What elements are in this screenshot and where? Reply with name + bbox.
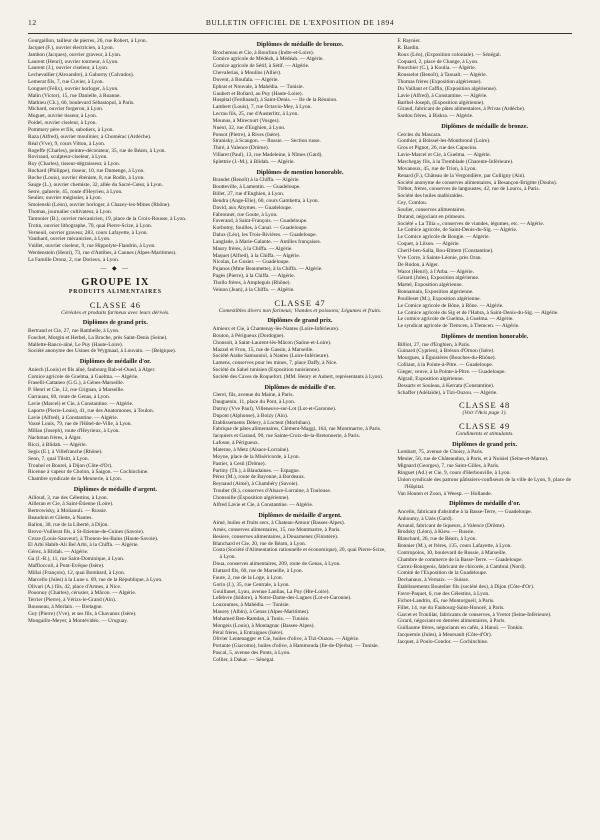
list-item: Bendra (Ange-Elie), 60, cours Gambetta, à Lyon. xyxy=(212,197,319,204)
list-item: Société « La Tilia », conserves de viandes, légumes, etc. — Algérie. xyxy=(397,220,545,227)
section-heading: Diplômes de médaille de bronze. xyxy=(256,41,344,48)
list-item: Lemerat fils, 7, rue Cuvier, à Lyon. xyxy=(28,79,104,86)
list-item: Mazzel et Fron, 15, rue de Gassin, à Marseille. xyxy=(212,346,314,353)
list-item: Warot (Henri), à l'Arba. — Algérie. xyxy=(397,268,474,275)
entry-list xyxy=(28,495,203,625)
list-item: Ricci, à Blidah. — Algérie. xyxy=(28,441,87,448)
list-item: Barthel-Joseph, (Exposition algérienne). xyxy=(397,99,485,106)
list-item: Maury frères, à la Chiffa. — Algérie. xyxy=(212,245,293,252)
list-item: Thiré, à Valence (Drôme). xyxy=(212,145,269,152)
list-item: Villaret (Paul), 13, rue Madeleine, à Nîmes (Gard). xyxy=(212,152,323,159)
list-item: Lombart, 75, avenue de Choisy, à Paris. xyxy=(397,449,484,456)
list-item: Clerel, fils, avenue du Maine, à Paris. xyxy=(212,392,294,399)
list-item: Thollo frères, à Ampleguis (Rhône). xyxy=(212,280,291,286)
class-title: CLASSE 49 xyxy=(459,421,511,432)
section-heading: Diplômes de médaille d'or. xyxy=(449,500,521,508)
list-item: Veinon (Jean), à la Chiffa. — Algérie. xyxy=(212,286,295,293)
list-item: Bailon, 30, rue de la Liberté, à Dijon. xyxy=(28,521,109,528)
list-item: Fouchet, Morgin et Herbel, La Bruche, près Saint-Denis (Seine). xyxy=(28,334,168,341)
list-item: Fichot-Landrin, 45, rue Montorgueil, à Paris. xyxy=(397,597,495,604)
list-item: Dalux (Léo), les Trois-Rivières. — Guadeloupe. xyxy=(212,232,317,239)
list-item: Ancelin, fabricant d'absinthe à la Basse-Terre, — Guadeloupe. xyxy=(397,508,533,515)
list-item: Jambon (Jacques), ouvrier graveur, à Lyon. xyxy=(28,51,122,58)
list-item: F. Raynier. xyxy=(397,38,421,44)
column-right xyxy=(397,38,572,832)
list-item: Rousselot (Benoît), à Taoualt. — Algérie. xyxy=(397,72,487,79)
list-item: Le Comice agricole de Bougie. — Algérie. xyxy=(397,234,490,241)
list-item: Ponsot (Pierre), à Rives (Isère). xyxy=(212,131,281,138)
list-item: Portante (Giacomo), huiles d'olive, à Hammouda (Ile-de-Djerba). — Tunisie. xyxy=(212,643,379,650)
list-item: Gros et Pignot, 26, rue des Capucins. xyxy=(397,145,478,152)
list-item: La Famille Dronz, 2, rue Dorieux, à Lyon. xyxy=(28,257,120,263)
list-item: Millau (Joseph), route d'Heyrieux, à Lyon. xyxy=(28,428,120,435)
list-item: Raza (Alfred), ouvrier moulinier, à Chomérac (Ardèche). xyxy=(28,133,152,140)
list-item: Beaudoin et Gilette, à Nantes. xyxy=(28,515,93,522)
list-item: Hospital (Ferdinand), à Saint-Denis. — Ile de la Réunion. xyxy=(212,97,338,104)
list-item: Gaubert et Bollard, au Puy (Haute-Loire). xyxy=(212,90,303,97)
list-item: Colliaut, à la Pointe-à-Pitre. — Guadeloupe. xyxy=(397,362,494,369)
list-item: Maquet (Alfred), à la Chiffa. — Algérie. xyxy=(212,252,301,259)
list-item: Guy (Pierre) (Vve), et ses fils, à Chavanoz (Isère). xyxy=(28,610,137,617)
list-item: Renard (F.), Château de la Vergondière, par Colligny (Ain). xyxy=(397,172,526,179)
list-item: Trébot, frères, conserves de langoustes, 42, rue de Lourcs, à Paris. xyxy=(397,186,540,193)
list-item: Pujanos (Mme Beaumette), à la Chiffa. — Algérie. xyxy=(212,266,323,273)
list-item: R. Bardin. xyxy=(397,44,420,51)
entry-list xyxy=(213,50,388,166)
list-item: Trouhel et Bourel, à Dijon (Côte-d'Or). xyxy=(28,462,113,469)
list-item: Gérez, à Blidah. — Algérie. xyxy=(28,549,89,556)
list-item: De Rodon, à Alger. xyxy=(397,261,439,268)
list-item: Garcet et Tronillat, fabricants de conserves, à Yvetot (Seine-Inférieure). xyxy=(397,611,552,618)
list-item: Mallette-Ranco-aîné, Le Puy (Haute-Loire). xyxy=(28,341,124,348)
list-item: Aimé, huiles et fruits secs, à Chateau-Amour (Basses-Alpes). xyxy=(212,520,346,527)
class-subtitle: Condiments et stimulants. xyxy=(455,431,514,438)
columns xyxy=(28,38,572,832)
list-item: Chevalerias, à Moulins (Allier). xyxy=(212,70,282,77)
list-item: Brovo-Vuillerat fils, à St-Etienne-de-Cuines (Savoie). xyxy=(28,528,145,535)
list-item: Van Houten et Zoon, à Weesp. — Hollande. xyxy=(397,490,493,497)
entry-list xyxy=(397,38,572,120)
list-item: Comice agricole de Médéah, à Médéah. — Algérie. xyxy=(212,56,324,63)
list-item: Boutteville, à Lamentin. — Guadeloupe. xyxy=(212,184,301,191)
list-item: Gourgaillon, tailleur de pierres, 26, rue Robert, à Lyon. xyxy=(28,38,147,44)
entry-list xyxy=(397,449,572,497)
list-item: Le Comice agricole du Sig et de l'Habra, à Saint-Denis-du-Sig. — Algérie. xyxy=(397,309,559,316)
list-item: Société anonyme des Usines de Wygmaal, à Louvain. — (Belgique). xyxy=(28,348,177,355)
list-item: Materne, à Metz (Alsace-Lorraine). xyxy=(212,446,290,453)
list-item: Roviraud, sculpteur-ciseleur, à Lyon. xyxy=(28,154,108,161)
list-item: Fabrique de pâtes alimentaires, Clément-Maggi, 164, rue Montmartre, à Paris. xyxy=(212,426,382,433)
list-item: Lavie (Marcel) et Cie, à Constantine. — Algérie. xyxy=(28,400,134,407)
list-item: Moguet, ouvrier tisseur, à Lyon. xyxy=(28,113,98,120)
list-item: Marcello (Jules) à la Lune s. 69, rue de la République, à Lyon. xyxy=(28,576,163,583)
list-item: Smolenski (Léon), ouvrier horloger, à Chazey-les-Mines (Rhône). xyxy=(28,202,171,209)
list-item: Mounus, à Mirecourt (Vosges). xyxy=(212,117,280,124)
list-item: Réal (Vve), 9, cours Vitton, à Lyon. xyxy=(28,140,106,147)
list-item: Vuillet, ouvrier ciseleur, 9, rue Hippolyte-Flandrin, à Lyon. xyxy=(28,243,156,250)
list-item: Nachman frères, à Alger. xyxy=(28,435,82,442)
entry-list xyxy=(397,509,572,646)
list-item: Durand, négociant en primeurs. xyxy=(397,213,466,220)
list-item: Doua, conserves alimentaires, 209, route de Genas, à Lyon. xyxy=(212,561,341,568)
list-item: Fillet, 14, rue du Faubourg-Saint-Honoré, à Paris. xyxy=(397,604,505,611)
list-item: Roche (Louis), ouvrier ébéniste, 8, rue Rodin, à Lyon. xyxy=(28,174,145,181)
list-item: Guillaume frères, négociants en cafés, à Hanoï. — Tonkin. xyxy=(397,625,524,632)
list-item: Schaffer (Adélaïde), à Tizi-Ouzou. — Algérie. xyxy=(397,389,498,396)
list-item: Société Arabe Samsoniol, à Nantes (Loire-Inférieure). xyxy=(212,353,330,360)
list-item: Vauthard, ouvrier mécanicien, à Lyon. xyxy=(28,236,111,243)
entry-list xyxy=(28,38,203,264)
entry-list xyxy=(397,342,572,397)
list-item: Bouton, à Périgueux (Dordogne). xyxy=(212,332,285,339)
class-title: CLASSE 47 xyxy=(274,297,326,308)
list-item: Michard, ouvrier forgeron, à Lyon. xyxy=(28,106,104,113)
list-item: Arnaud, fabricant de liqueurs, à Valence (Drôme). xyxy=(397,522,506,529)
list-item: Favre-Paquet, 6, rue des Célestins, à Lyon. xyxy=(397,590,490,597)
list-item: Jacquemin (Jules), à Meursault (Côte-d'Or). xyxy=(397,632,493,639)
list-item: Bonnier (M.), et frères, 135, cours Lafayette, à Lyon. xyxy=(397,543,512,550)
list-item: Le comice agricole de Guelma, à Guelma. — Algérie. xyxy=(397,316,514,323)
list-item: Korbotny, fouilles, à Canal. — Guadeloupe. xyxy=(212,225,308,232)
list-item: Roux (Léo), (Exposition coloniale). — Sénégal. xyxy=(397,51,501,58)
list-item: Ricenne à vapeur de Cholon, à Saigon. — Cochinchine. xyxy=(28,469,149,476)
list-item: Le syndicat agricole de Tlemcen, à Tlemcen. — Algérie. xyxy=(397,323,520,330)
group-subtitle: PRODUITS ALIMENTAIRES xyxy=(68,288,162,295)
list-item: Chambre de commerce de la Basse-Terre. — Guadeloupe. xyxy=(397,556,523,563)
list-item: Dupont (Alphonse), à Boizy (Ain). xyxy=(212,412,289,419)
list-item: Le Comice agricole, de Saint-Denis-du-Sig. — Algérie. xyxy=(397,227,518,234)
list-item: Lefebvre (Isidore), à Notre-Dame-des-Lagnes (Lot-et-Garonne). xyxy=(212,595,352,602)
list-item: Pouonoy (Charles), cérusier, à Mâcon. — Algérie. xyxy=(28,590,137,597)
list-item: El Arbi Habib-Ali Bel Arbi, à la Chiffa. — Algérie. xyxy=(28,542,139,549)
header-rule xyxy=(28,33,572,34)
list-item: Mathieu (Ch.), 66, boulevard Sébastopol, à Paris. xyxy=(28,99,135,106)
list-item: Duvent, à Boufala. — Algérie. xyxy=(212,76,279,83)
list-item: Thomas frères (Exposition algérienne). xyxy=(397,79,482,86)
list-item: Vassé Louis, 79, rue de l'Hôtel-de-Ville, à Lyon. xyxy=(28,421,132,428)
list-item: Lecrau fils, 25, rue d'Austerlitz, à Lyon. xyxy=(212,111,299,118)
class-subtitle: Céréales et produits farineux avec leurs dérivés. xyxy=(61,309,170,316)
page-number: 12 xyxy=(28,18,37,27)
list-item: Mignard (Georges), 7, rue Saint-Gilles, à Paris. xyxy=(397,463,500,470)
list-item: Louzoumes, à Mahédia. — Tunisie. xyxy=(212,602,290,609)
list-item: Billiot, 27, rue d'Enghien, à Paris. xyxy=(397,341,471,348)
list-item: Lavie (Alfred), à Constantine. — Algérie. xyxy=(397,92,488,99)
list-item: Carrez-Bourgeois, fabricant de chicorée, à Cambrai (Nord). xyxy=(397,563,526,570)
list-item: Rogeffe (Charles), peintre-décorateur, 35, rue de Béarn, à Lyon. xyxy=(28,147,166,154)
list-item: Poidel, ouvrier ciseleur, à Lyon. xyxy=(28,120,97,127)
list-item: Longuet (Félix), ouvrier horloger, à Lyon. xyxy=(28,85,119,92)
list-item: Pouilleset (M.), Exposition algérienne. xyxy=(397,295,481,302)
list-item: Bertrowisky, à Moliaouli. — Russie. xyxy=(28,508,108,515)
list-item: Soulier, conserves alimentaires. xyxy=(397,206,466,213)
list-item: P. Henri et Cie, 12, rue Grignan, à Marseille. xyxy=(28,387,125,394)
list-item: Gonthier, à Boissel-les-Montbrond (Loire). xyxy=(397,138,491,145)
list-item: Coquet, à Lilson. — Algérie. xyxy=(397,241,460,248)
list-item: Gieger, veuve, à la Pointe-à-Pitre. — Guadeloupe. xyxy=(397,368,506,375)
list-item: Lavie-Marcel et Cie, à Guelma. — Algérie. xyxy=(397,152,491,159)
list-item: Faure, 2, rue de la Loge, à Lyon. xyxy=(212,574,283,581)
section-heading: Diplômes de médaille d'or. xyxy=(79,358,151,366)
list-item: Chonsoit, à Saint-Laurent-lès-Mâcon (Saône-et-Loire). xyxy=(212,339,332,346)
list-item: Chambre syndicale de la Meunerie, à Lyon. xyxy=(28,476,123,483)
section-heading: Diplômes de grand prix. xyxy=(267,317,333,325)
list-item: Partiny (Th.), à Blaudaines. — Espagne. xyxy=(212,467,300,474)
list-item: Segis (E.), à Villefranche (Rhône). xyxy=(28,448,103,455)
list-item: Contropolos, 30, boulevard de Russie, à Marseille. xyxy=(397,549,507,556)
list-item: Mohamed Ben-Ramdan, à Tunis. — Tunisie. xyxy=(212,615,310,622)
entry-list xyxy=(213,177,388,293)
list-item: Pourchier (C.), à Koulia. — Algérie. xyxy=(397,65,476,72)
section-heading: Diplômes de médaille d'argent. xyxy=(258,511,342,519)
section-heading: Diplômes de grand prix. xyxy=(452,440,518,448)
list-item: Blanchard et Cie, 20, rue de Béarn, à Lyon. xyxy=(212,540,307,547)
list-item: Dessarts et Souleau, à Kerrata (Constantine). xyxy=(397,382,495,389)
list-item: Cey, Comlou. xyxy=(397,200,428,207)
list-item: Comice agricole de Guelma, à Guelma. — Algérie. xyxy=(28,373,139,380)
list-item: Sauge (L.), ouvrier chemiste, 32, allée du Sacré-Cœur, à Lyon. xyxy=(28,181,163,188)
list-item: Coquard, 2, place de Change, à Lyon. xyxy=(397,58,479,65)
list-item: Pérez (M.), route de Bayonne, à Bordeaux. xyxy=(212,474,306,481)
list-item: Millai (François), 12, quai Bombard, à Lyon. xyxy=(28,569,126,576)
class-subtitle: (Voir l'Avis page 1). xyxy=(462,410,507,417)
list-item: Société anonyme de conserves alimentaires, à Besançon-Brigitte (Doubs). xyxy=(397,179,558,186)
list-item: Lafosse, à Périgueux. xyxy=(212,440,260,447)
list-item: Moyne, place de la Miséricorde, à Lyon. xyxy=(212,453,300,460)
list-item: Société des Caves de Roquefort. (MM. Henry et Aubert, représentants à Lyon). xyxy=(212,373,384,380)
list-item: Girard, négociant en denrées alimentaires, à Paris. xyxy=(397,618,506,625)
list-item: Blanchard, 26, rue de Béarn, à Lyon. xyxy=(397,536,477,543)
list-item: Menier, 56, rue de Châteaudun, à Paris, et à Noisiel (Seine-et-Marne). xyxy=(397,456,549,463)
list-item: Trotin, ouvrier lithographe, 70, quai Pierre-Scize, à Lyon. xyxy=(28,222,153,229)
list-item: Société des huiles malbiraldes. xyxy=(397,193,464,200)
list-item: Splettrie (J.-M.), à Blidah. — Algérie. xyxy=(212,159,295,165)
ornament-divider: — ◆ — xyxy=(100,265,131,272)
list-item: Collier, à Dakar. — Sénégal. xyxy=(212,656,275,663)
list-item: Mongeis (Louis), à Montagnac (Basses-Alpes). xyxy=(212,622,315,629)
list-item: Ringuet (Ad.) et Cie, 9, cours d'Herbouville, à Lyon. xyxy=(397,469,511,476)
list-item: Pastier, à Cesti (Drôme). xyxy=(212,460,266,467)
class-subtitle: Comestibles divers non farineux; Viandes et poissons; Légumes et fruits. xyxy=(218,307,382,314)
column-left xyxy=(28,38,203,832)
list-item: Brochereau et Cie, à Bourlinn (Indre-et-Loire). xyxy=(212,49,315,56)
list-item: Mongaillo-Meyer, à Montévidéo. — Uruguay. xyxy=(28,617,128,624)
list-item: Croze (Louis-Sauveur), à Thonon-les-Bains (Haute-Savoie). xyxy=(28,535,159,542)
class-title: CLASSE 46 xyxy=(89,299,141,310)
list-item: Langlade, à Marie-Galante. — Antilles françaises. xyxy=(212,238,322,245)
list-item: Faverand, à Saint-François. — Guadeloupe. xyxy=(212,218,308,225)
list-item: Verneuil, ouvrier graveur, 283, cours Lafayette, à Lyon. xyxy=(28,229,148,236)
list-item: Alfred Lavie et Cie, à Constantine. — Algérie. xyxy=(212,501,314,508)
list-item: Rousseau, à Morlaix. — Bretagne. xyxy=(28,604,103,611)
list-item: Marchegay fils, à la Tremblade (Charente-Inférieure). xyxy=(397,159,514,165)
page-title: BULLETIN OFFICIEL DE L'EXPOSITION DE 1894 xyxy=(205,18,395,27)
list-item: Union syndicale des patrons pâtissiers-confiseurs de la ville de Lyon, 9, place de l'Hôpital. xyxy=(397,476,571,490)
list-item: Fraselli-Cattaneo (G.G.), à Génes-Marseille. xyxy=(28,380,124,387)
list-item: Établissements Boutelier fils (société des), à Dijon (Côte-d'Or). xyxy=(397,584,535,591)
list-item: Giraud, fabricant de pâtes alimentaires, à Privas (Ardèche). xyxy=(397,106,526,113)
list-item: Laporte (Pierre-Louis), 41, rue des Anatomones, à Toulon. xyxy=(28,407,155,414)
list-item: Thomas, journalier cultivateur, à Lyon. xyxy=(28,209,113,216)
list-item: Martel, Exposition algérienne. xyxy=(397,282,463,289)
list-item: Chonsoille (Exposition algérienne). xyxy=(212,494,290,501)
list-item: Jacquet (F.), ouvrier électricien, à Lyon. xyxy=(28,44,114,51)
list-item: Tantonier (B.), ouvrier mécanicien, 19, place de la Croix-Rousse, à Lyon. xyxy=(28,215,187,222)
list-item: Algrail, Exposition algérienne. xyxy=(397,375,464,382)
section-heading: Diplômes de mention honorable. xyxy=(441,333,529,341)
list-item: Stranisky, à Scaugon. — Russie. — Section russe. xyxy=(212,138,321,145)
list-item: Werdenstein (Henri), 73, rue d'Antibes, à Cannes (Alpes-Maritimes). xyxy=(28,250,177,257)
list-item: Sardou frères, à Biskra. — Algérie. xyxy=(397,113,474,120)
list-item: Lavie (Alfred), à Constantine. — Algérie. xyxy=(28,414,119,421)
list-item: Malin (Victor), 15, rue Danielle, à Roanne. xyxy=(28,92,121,99)
list-item: Billet, 27, rue d'Enghien, à Lyon. xyxy=(212,191,285,198)
list-item: Bertrand et Cie, 27, rue Rambelle, à Lyon. xyxy=(28,327,120,334)
list-item: Du Vaillant et Caffin, (Exposition algérienne). xyxy=(397,85,497,92)
list-item: Le Comice agricole de Bône, à Bône. — Algérie. xyxy=(397,302,504,309)
entry-list xyxy=(213,520,388,664)
section-heading: Diplômes de médaille de bronze. xyxy=(441,123,529,131)
list-item: Gouillauet, Lyau, avenue Lanlias, La Puy (Hte-Loire). xyxy=(212,588,330,595)
list-item: Brandet (Benoît) à la Chiffa. — Algérie. xyxy=(212,177,300,184)
list-item: Garrauau, 60, route de Genas, à Lyon. xyxy=(28,394,111,401)
list-item: Reynaud (Aimé), à Chambéry (Savoie). xyxy=(212,481,299,488)
list-item: Laurent (J.), ouvrier ciseleur, à Lyon. xyxy=(28,65,109,72)
list-item: Brodsky (Léon), à Kiew. — Russie. xyxy=(397,529,475,536)
list-item: Etablissements Délery, à Loctent (Morbihan). xyxy=(212,419,312,426)
list-item: Movanoux, 45, rue de Trion, à Lyon. xyxy=(397,165,477,172)
list-item: Gérard (Jules), Exposition algérienne. xyxy=(397,275,480,282)
list-item: Olivari (A.) fils, 42, place d'Armes, à Nice. xyxy=(28,583,122,590)
list-item: Dauguenin, 11, place du Pont, à Lyon. xyxy=(212,399,296,406)
list-item: Comice agricole de Sétif, à Sétif. — Algérie. xyxy=(212,63,310,70)
list-item: Amieux et Cie, à Chantenay-lès-Nantes (Loire-Inférieure). xyxy=(212,325,340,332)
list-item: Senn, 7, quai Tilsitt, à Lyon. xyxy=(28,455,89,462)
list-item: Ga (J.-B.), 11, rue Saint-Dominique, à Lyon. xyxy=(28,556,125,563)
list-item: David, aux Abymes. — Guadeloupe. xyxy=(212,204,293,211)
list-item: Roy (Charles), tisseur-dégraisseur, à Lyon. xyxy=(28,161,121,168)
list-item: Nicolas, Le Gosier. — Guadeloupe. xyxy=(212,259,290,266)
list-item: Serre, gaînerie, 45, route d'Heyrieu, à Lyon. xyxy=(28,188,123,195)
list-item: Eluttard fils, 60, rue de Marseille, à Lyon. xyxy=(212,567,303,574)
list-item: Maurey (Albin), à Genas (Alpes-Maritimes). xyxy=(212,609,310,616)
list-item: Arnès, conserves alimentaires, 15, rue Montmartre, à Paris. xyxy=(212,526,341,533)
column-middle xyxy=(213,38,388,832)
list-item: Dutruy (Vve Paul), Villeneuve-sur-Lot (Lot-et-Garonne). xyxy=(212,405,337,412)
list-item: Jacquiers et Garaud, 90, rue Sainte-Croix-de-la-Bretonnerie, à Paris. xyxy=(212,433,361,440)
list-item: Terrier (Pierre), à Vérizs-le-Grand (Ain). xyxy=(28,597,117,604)
list-item: Gorin (J.), 35, rue Centrale, à Lyon. xyxy=(212,581,290,588)
section-heading: Diplômes de médaille d'argent. xyxy=(73,486,157,494)
list-item: Cercles du Mascara. xyxy=(397,131,442,138)
list-item: Pascal, 5, avenue des Ponts, à Lyon. xyxy=(212,650,291,657)
list-item: Bonnamain, Exposition algérienne. xyxy=(397,289,474,296)
list-item: Ailloud, 3, rue des Célestins, à Lyon. xyxy=(28,494,108,501)
list-item: Vve Corre, à Sainte-Léonie, près Oran. xyxy=(397,254,482,261)
list-item: Laurent (Henri), ouvrier tourneur, à Lyon. xyxy=(28,58,119,65)
list-item: Seulier, ouvrier mégissier, à Lyon. xyxy=(28,195,102,202)
list-item: Péral frères, à Entraigues (Isère). xyxy=(212,629,284,636)
list-item: Costa (Société d'Alimentation rationnelle et économique), 20, quai Pierre-Scize, à Lyon. xyxy=(212,547,386,561)
class-title: CLASSE 48 xyxy=(459,400,511,411)
list-item: Besiere, conserves alimentaires, à Douarnenez (Finistère). xyxy=(212,533,339,540)
list-item: Ephrat et Nouvale, à Mahédia. — Tunisie. xyxy=(212,83,304,90)
list-item: Anhoumy, à Uzès (Gard). xyxy=(397,515,453,522)
section-heading: Diplômes de médaille d'or. xyxy=(264,383,336,391)
page-header xyxy=(28,18,572,32)
list-item: Fabronnet, rue Goute, à Lyon. xyxy=(212,211,278,218)
entry-list xyxy=(28,328,203,355)
list-item: Pommery père et fils, sabotiers, à Lyon. xyxy=(28,126,114,133)
list-item: Lambert (Louis), 7, rue Octavio-Mey, à Lyon. xyxy=(212,104,312,111)
section-heading: Diplômes de grand prix. xyxy=(82,319,148,327)
list-item: Lamens, conserves pour les mines, 7, place Daffy, à Nice. xyxy=(212,360,338,367)
list-item: Société du Sahel tunisien (Exposition tunisienne). xyxy=(212,367,321,374)
entry-list xyxy=(28,367,203,483)
list-item: Rochard (Philippe), tisseur, 10, rue Dumenge, à Lyon. xyxy=(28,168,145,175)
list-item: Olivier Lentenagger et Cie, huiles d'olive, à Tizi-Ouzou. — Algérie. xyxy=(212,636,360,643)
list-item: Trouber (R.), conserves d'Alsace-Lorraine, à Toulouse. xyxy=(212,488,332,495)
list-item: Guinard (Cyprien), à Bréson d'Ornon (Isère). xyxy=(397,348,495,355)
list-item: Dechanaux, à Vernaix. — Suisse. xyxy=(397,577,470,584)
list-item: Cherif-ben-Salla, Bou-Bittem (Constantine). xyxy=(397,247,494,254)
list-item: Lechevallier (Alexandre), à Gaborny (Calvados). xyxy=(28,72,134,79)
list-item: Jacquet, à Poulo-Condor. — Cochinchine. xyxy=(397,638,489,645)
list-item: Mourgues, à Éguisières (Bouches-du-Rhône). xyxy=(397,355,496,362)
group-title: GROUPE IX xyxy=(81,276,150,288)
entry-list xyxy=(213,326,388,381)
list-item: Maffioccoli, à Pont-Evêque (Isère). xyxy=(28,562,105,569)
entry-list xyxy=(213,392,388,508)
section-heading: Diplômes de mention honorable. xyxy=(256,168,344,176)
list-item: Ailleran et Cie, à Saint-Étienne (Loire). xyxy=(28,501,114,508)
list-item: Comité de l'Exposition de la Guadeloupe. xyxy=(397,570,488,577)
list-item: Nuéol, 32, rue d'Enghien, à Lyon. xyxy=(212,124,286,131)
list-item: Pagès (Pierre), à la Chiffa. — Algérie. xyxy=(212,273,296,280)
list-item: Aniech (Louis) et fils aîné, faubourg Bab-el-Oued, à Alger. xyxy=(28,366,156,373)
entry-list xyxy=(397,132,572,330)
